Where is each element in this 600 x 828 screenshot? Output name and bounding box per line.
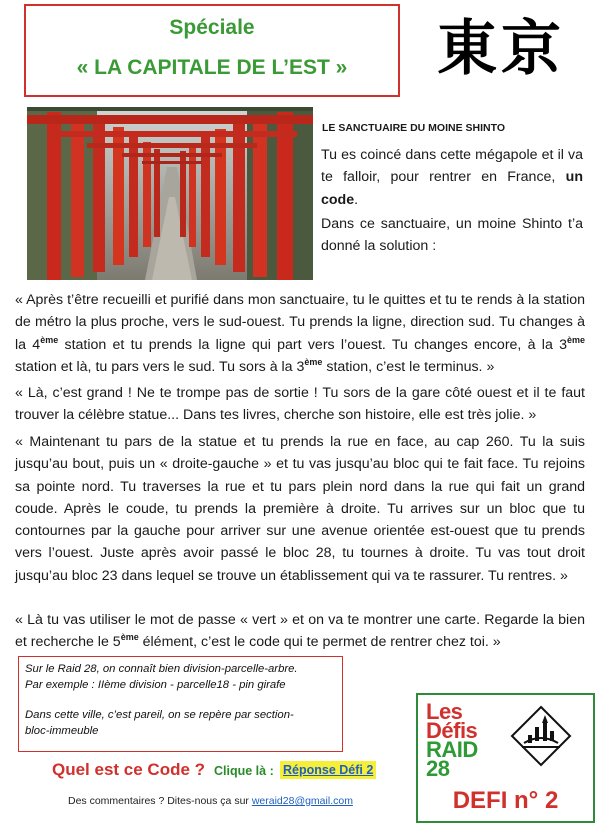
- quote4-a: « Là tu vas utiliser le mot de passe « vert » et on va te montrer une carte. Regarde la bien et recherche le 5: [15, 612, 585, 651]
- quote1-sup1: ème: [40, 334, 59, 345]
- comments-line: [68, 795, 353, 807]
- quote4-sup: ème: [120, 632, 139, 643]
- intro-end: .: [354, 191, 359, 208]
- logo-line4: 28: [426, 756, 450, 781]
- info-box: [18, 656, 343, 752]
- question-heading: Quel est ce Code ?: [52, 760, 206, 779]
- quote4-b: élément, c’est le code qui te permet de rentrer chez toi. »: [138, 634, 501, 651]
- quote1-c: station et là, tu pars vers le sud. Tu sors à la 3: [15, 358, 305, 375]
- torii-photo: [27, 107, 313, 280]
- defi-number: DEFI n° 2: [452, 787, 559, 814]
- quote1-b: station et tu prends la ligne qui part vers l’ouest. Tu changes encore, à la 3: [58, 336, 567, 353]
- intro-text: Tu es coincé dans cette mégapole et il va te falloir, pour rentrer en France,: [321, 147, 583, 186]
- comments-text: Des commentaires ? Dites-nous ça sur: [68, 795, 252, 807]
- info-line3: Dans cette ville, c’est pareil, on se repère par section-: [25, 709, 294, 721]
- quote-route: « Maintenant tu pars de la statue et tu prends la rue en face, au cap 260. Tu la suis jusqu’au bout, puis un « droite-gauche » et tu vas jusqu’au bloc qui te fait face. Tu rejoins sa pointe nord. Tu traverses la rue et tu pars plein nord dans la rue qui fait un grand coude. Après le coude, tu prends la première à droite. Tu arrives sur un bloc que tu contournes par la gauche pour arriver sur une avenue orientée est-ouest que tu prends vers l’ouest. Juste après avoir passé le bloc 28, tu tournes à droite. Tu vas tout droit jusqu’au bloc 23 dans lequel se trouve un établissement qui va te rassurer. Tu rentres. »: [15, 434, 585, 584]
- info-line2: Par exemple : IIème division - parcelle18 - pin girafe: [25, 678, 286, 691]
- quote-metro: [15, 289, 585, 378]
- quote-station: « Là, c’est grand ! Ne te trompe pas de sortie ! Tu sors de la gare côté ouest et il te faut trouver la célèbre statue... Dans tes livres, cherche son histoire, elle est très jolie. »: [15, 385, 585, 424]
- solution-paragraph: Dans ce sanctuaire, un moine Shinto t’a donné la solution :: [321, 216, 583, 255]
- quote1-sup2: ème: [567, 334, 586, 345]
- logo-line2: Défis: [426, 718, 478, 743]
- click-label: Clique là :: [214, 764, 274, 778]
- title-box: [24, 4, 400, 97]
- quote1-sup3: ème: [304, 356, 323, 367]
- quote-password: [15, 609, 585, 654]
- title-line2: « LA CAPITALE DE L’EST »: [76, 56, 348, 79]
- logo-line3: RAID: [426, 737, 478, 762]
- city-emblem-icon: [510, 705, 572, 767]
- raid28-logo: [426, 699, 478, 781]
- info-line1: Sur le Raid 28, on connaît bien division-parcelle-arbre.: [25, 663, 298, 675]
- tokyo-kanji: 東京: [437, 14, 565, 84]
- quote1-d: station, c’est le terminus. »: [322, 358, 495, 375]
- title-line1: Spéciale: [169, 16, 255, 39]
- sanctuary-heading: LE SANCTUAIRE DU MOINE SHINTO: [322, 122, 505, 134]
- info-line4: bloc-immeuble: [25, 724, 99, 737]
- intro-bold: un code: [321, 169, 583, 208]
- quote1-a: « Après t’être recueilli et purifié dans mon sanctuaire, tu le quittes et tu te rends à la station de métro la plus proche, vers le sud-ouest. Tu prends la ligne, direction sud. Tu changes à la 4: [15, 292, 585, 353]
- intro-paragraph: [321, 144, 583, 211]
- answer-link[interactable]: Réponse Défi 2: [280, 761, 376, 779]
- email-link[interactable]: weraid28@gmail.com: [251, 795, 353, 807]
- logo-line1: Les: [426, 699, 463, 724]
- defi-box: [416, 693, 595, 823]
